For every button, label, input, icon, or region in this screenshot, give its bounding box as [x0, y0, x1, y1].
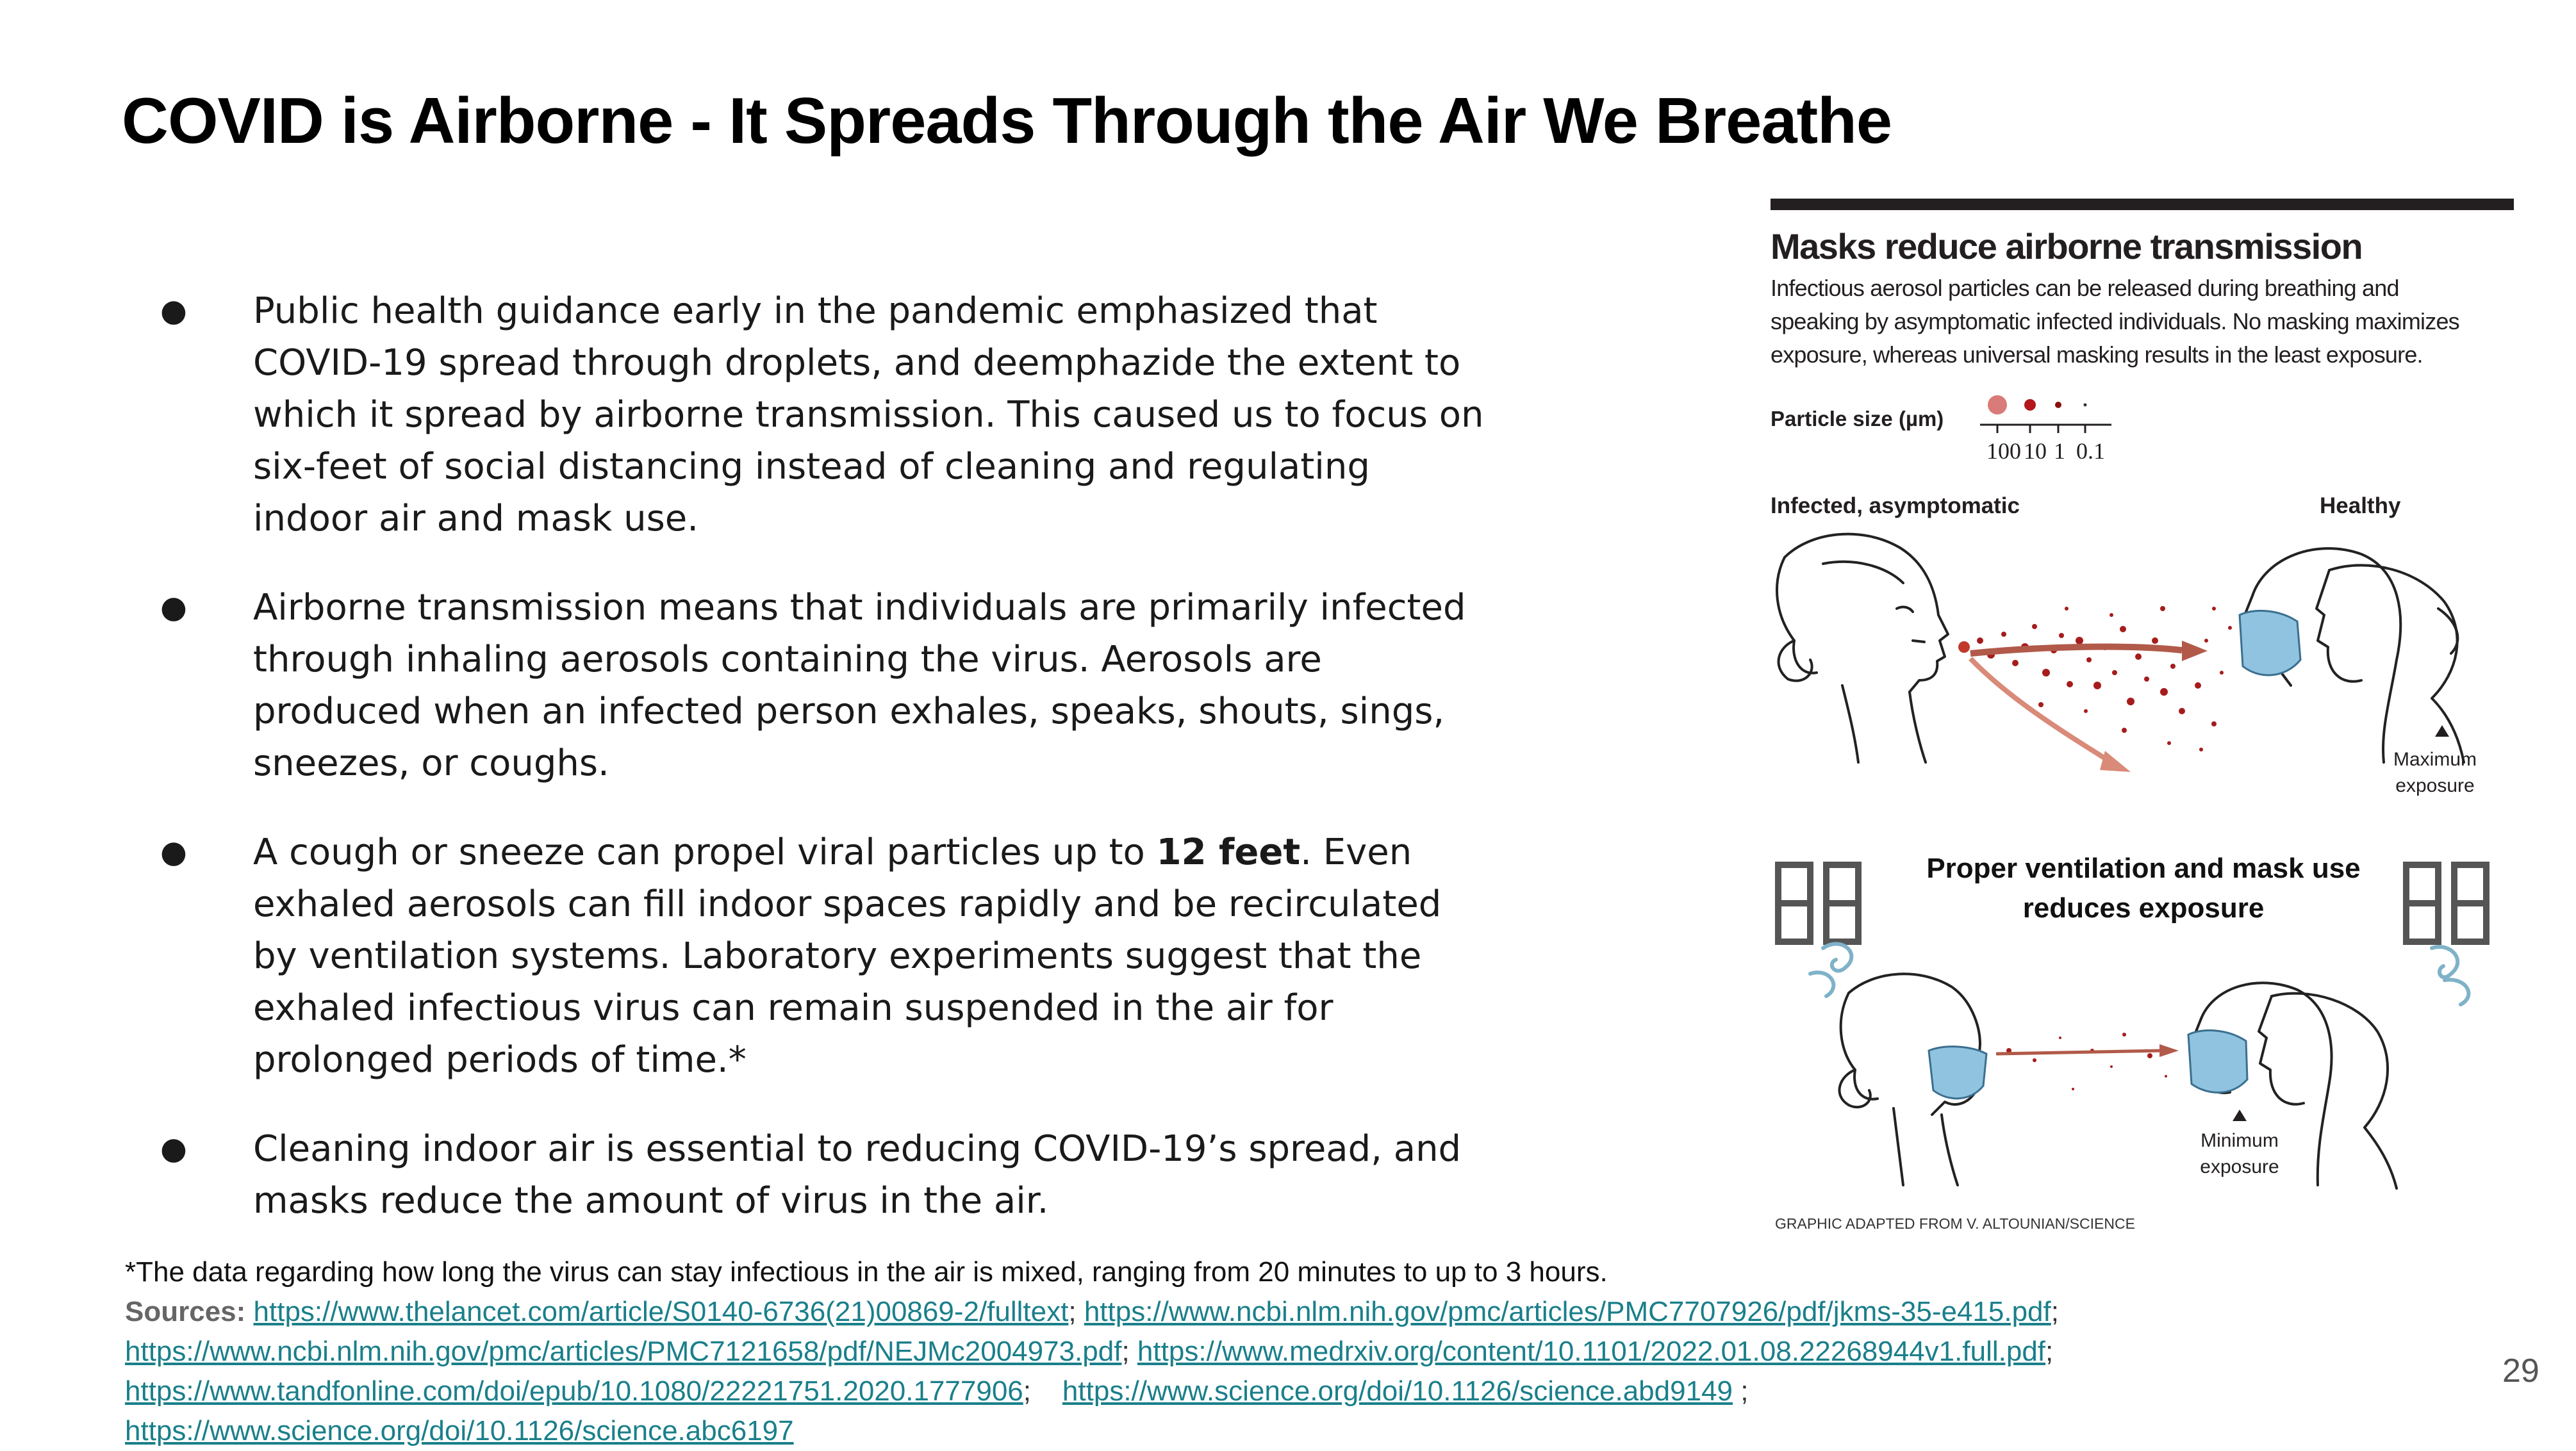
- particle-size-tick: 10: [2024, 438, 2047, 464]
- sources-line: [125, 1332, 2400, 1372]
- page-number: 29: [2502, 1352, 2539, 1390]
- separator: ;: [1121, 1336, 1130, 1367]
- min-exposure-arrow-icon: [2233, 1110, 2247, 1121]
- bullet-text: Public health guidance early in the pandemic emphasized that COVID-19 spread through droplets, and deemphazide the extent to which it spread by airborne transmission. This caused us to focus on six-feet of social distancing instead of cleaning and regulating indoor air and mask use.: [253, 290, 1484, 539]
- reduced-flow-arrow: [1996, 1051, 2163, 1054]
- infected-person-illustration: [1777, 534, 1948, 762]
- airborne-infographic: [1765, 199, 2515, 1236]
- infected-label: Infected, asymptomatic: [1771, 493, 2020, 518]
- source-link[interactable]: https://www.tandfonline.com/doi/epub/10.1080/22221751.2020.1777906: [125, 1375, 1023, 1407]
- window-icon-left: [1778, 865, 1858, 942]
- mask-icon: [2240, 611, 2300, 675]
- particle-100um: [1988, 395, 2007, 414]
- particle-size-tick: 0.1: [2076, 438, 2105, 464]
- sources-line: [125, 1292, 2400, 1332]
- particle-size-tick: 1: [2054, 438, 2065, 464]
- sources-line: [125, 1372, 2400, 1411]
- source-link[interactable]: https://www.science.org/doi/10.1126/science.abd9149: [1062, 1375, 1733, 1407]
- bullet-text: Airborne transmission means that individuals are primarily infected through inhaling aerosols containing the virus. Aerosols are produced when an infected person exhales, speaks, shouts, sings, sneezes, or coughs.: [253, 587, 1466, 784]
- bullet-text-pre: A cough or sneeze can propel viral particles up to: [253, 832, 1157, 873]
- particle-size-tick: 100: [1986, 438, 2021, 464]
- reduced-flow-arrowhead-icon: [2159, 1044, 2179, 1057]
- bullet-text-post: . Even exhaled aerosols can fill indoor spaces rapidly and be recirculated by ventilation systems. Laboratory experiments suggest that the exhaled infectious virus can remain suspended in the air for prolonged periods of time.*: [253, 832, 1442, 1081]
- bullet-list: [160, 285, 1493, 1264]
- figure-description: Infectious aerosol particles can be released during breathing and speaking by asymptomatic infected individuals. No masking maximizes exposure, whereas universal masking results in the least exposure.: [1771, 275, 2459, 368]
- bullet-text: Cleaning indoor air is essential to reducing COVID-19’s spread, and masks reduce the amount of virus in the air.: [253, 1128, 1462, 1222]
- separator: ;: [1740, 1375, 1749, 1407]
- min-exposure-label: Minimum exposure: [2200, 1130, 2279, 1177]
- source-link[interactable]: https://www.thelancet.com/article/S0140-6736(21)00869-2/fulltext: [253, 1296, 1069, 1327]
- sources-label: Sources:: [125, 1296, 246, 1327]
- mask-icon: [1929, 1047, 1986, 1099]
- separator: ;: [1068, 1296, 1077, 1327]
- footnote: *The data regarding how long the virus can stay infectious in the air is mixed, ranging from 20 minutes to up to 3 hours.: [125, 1256, 1608, 1288]
- source-link[interactable]: https://www.science.org/doi/10.1126/science.abc6197: [125, 1415, 794, 1447]
- bullet-dot: ●: [160, 589, 187, 625]
- ventilation-caption: Proper ventilation and mask use reduces exposure: [1926, 853, 2361, 924]
- bullet-dot: ●: [160, 834, 187, 870]
- source-link[interactable]: https://www.medrxiv.org/content/10.1101/2022.01.08.22268944v1.full.pdf: [1137, 1336, 2046, 1367]
- mask-icon: [2188, 1030, 2247, 1092]
- figure-credit: GRAPHIC ADAPTED FROM V. ALTOUNIAN/SCIENCE: [1775, 1215, 2135, 1232]
- separator: ;: [2051, 1296, 2059, 1327]
- slide-title: COVID is Airborne - It Spreads Through the Air We Breathe: [122, 85, 1892, 157]
- max-exposure-label: Maximum exposure: [2393, 749, 2477, 796]
- aerosol-cloud: [1958, 606, 2232, 751]
- separator: ;: [2045, 1336, 2054, 1367]
- max-exposure-arrow-icon: [2435, 725, 2449, 737]
- figure-top-rule: [1771, 199, 2514, 210]
- bullet-item: [160, 826, 1493, 1086]
- source-link[interactable]: https://www.ncbi.nlm.nih.gov/pmc/articles/PMC7707926/pdf/jkms-35-e415.pdf: [1084, 1296, 2051, 1327]
- healthy-label: Healthy: [2320, 493, 2401, 518]
- window-icon-right: [2406, 865, 2486, 942]
- bullet-item: [160, 1123, 1493, 1227]
- bullet-item: [160, 582, 1493, 789]
- figure-title: Masks reduce airborne transmission: [1771, 226, 2363, 266]
- particle-01um: [2084, 404, 2087, 407]
- particle-size-label: Particle size (µm): [1771, 407, 1944, 430]
- bullet-dot: ●: [160, 293, 187, 329]
- particle-1um: [2055, 402, 2061, 408]
- reduced-aerosol-particles: [2006, 1033, 2167, 1090]
- separator: ;: [1023, 1375, 1032, 1407]
- source-link[interactable]: https://www.ncbi.nlm.nih.gov/pmc/articles/PMC7121658/pdf/NEJMc2004973.pdf: [125, 1336, 1122, 1367]
- footer-notes: [125, 1252, 2400, 1451]
- bullet-dot: ●: [160, 1131, 187, 1167]
- bullet-text-bold: 12 feet: [1156, 832, 1301, 873]
- sources-line: [125, 1411, 2400, 1451]
- particle-size-scale: [1980, 395, 2111, 433]
- particle-10um: [2024, 399, 2036, 411]
- bullet-item: [160, 285, 1493, 545]
